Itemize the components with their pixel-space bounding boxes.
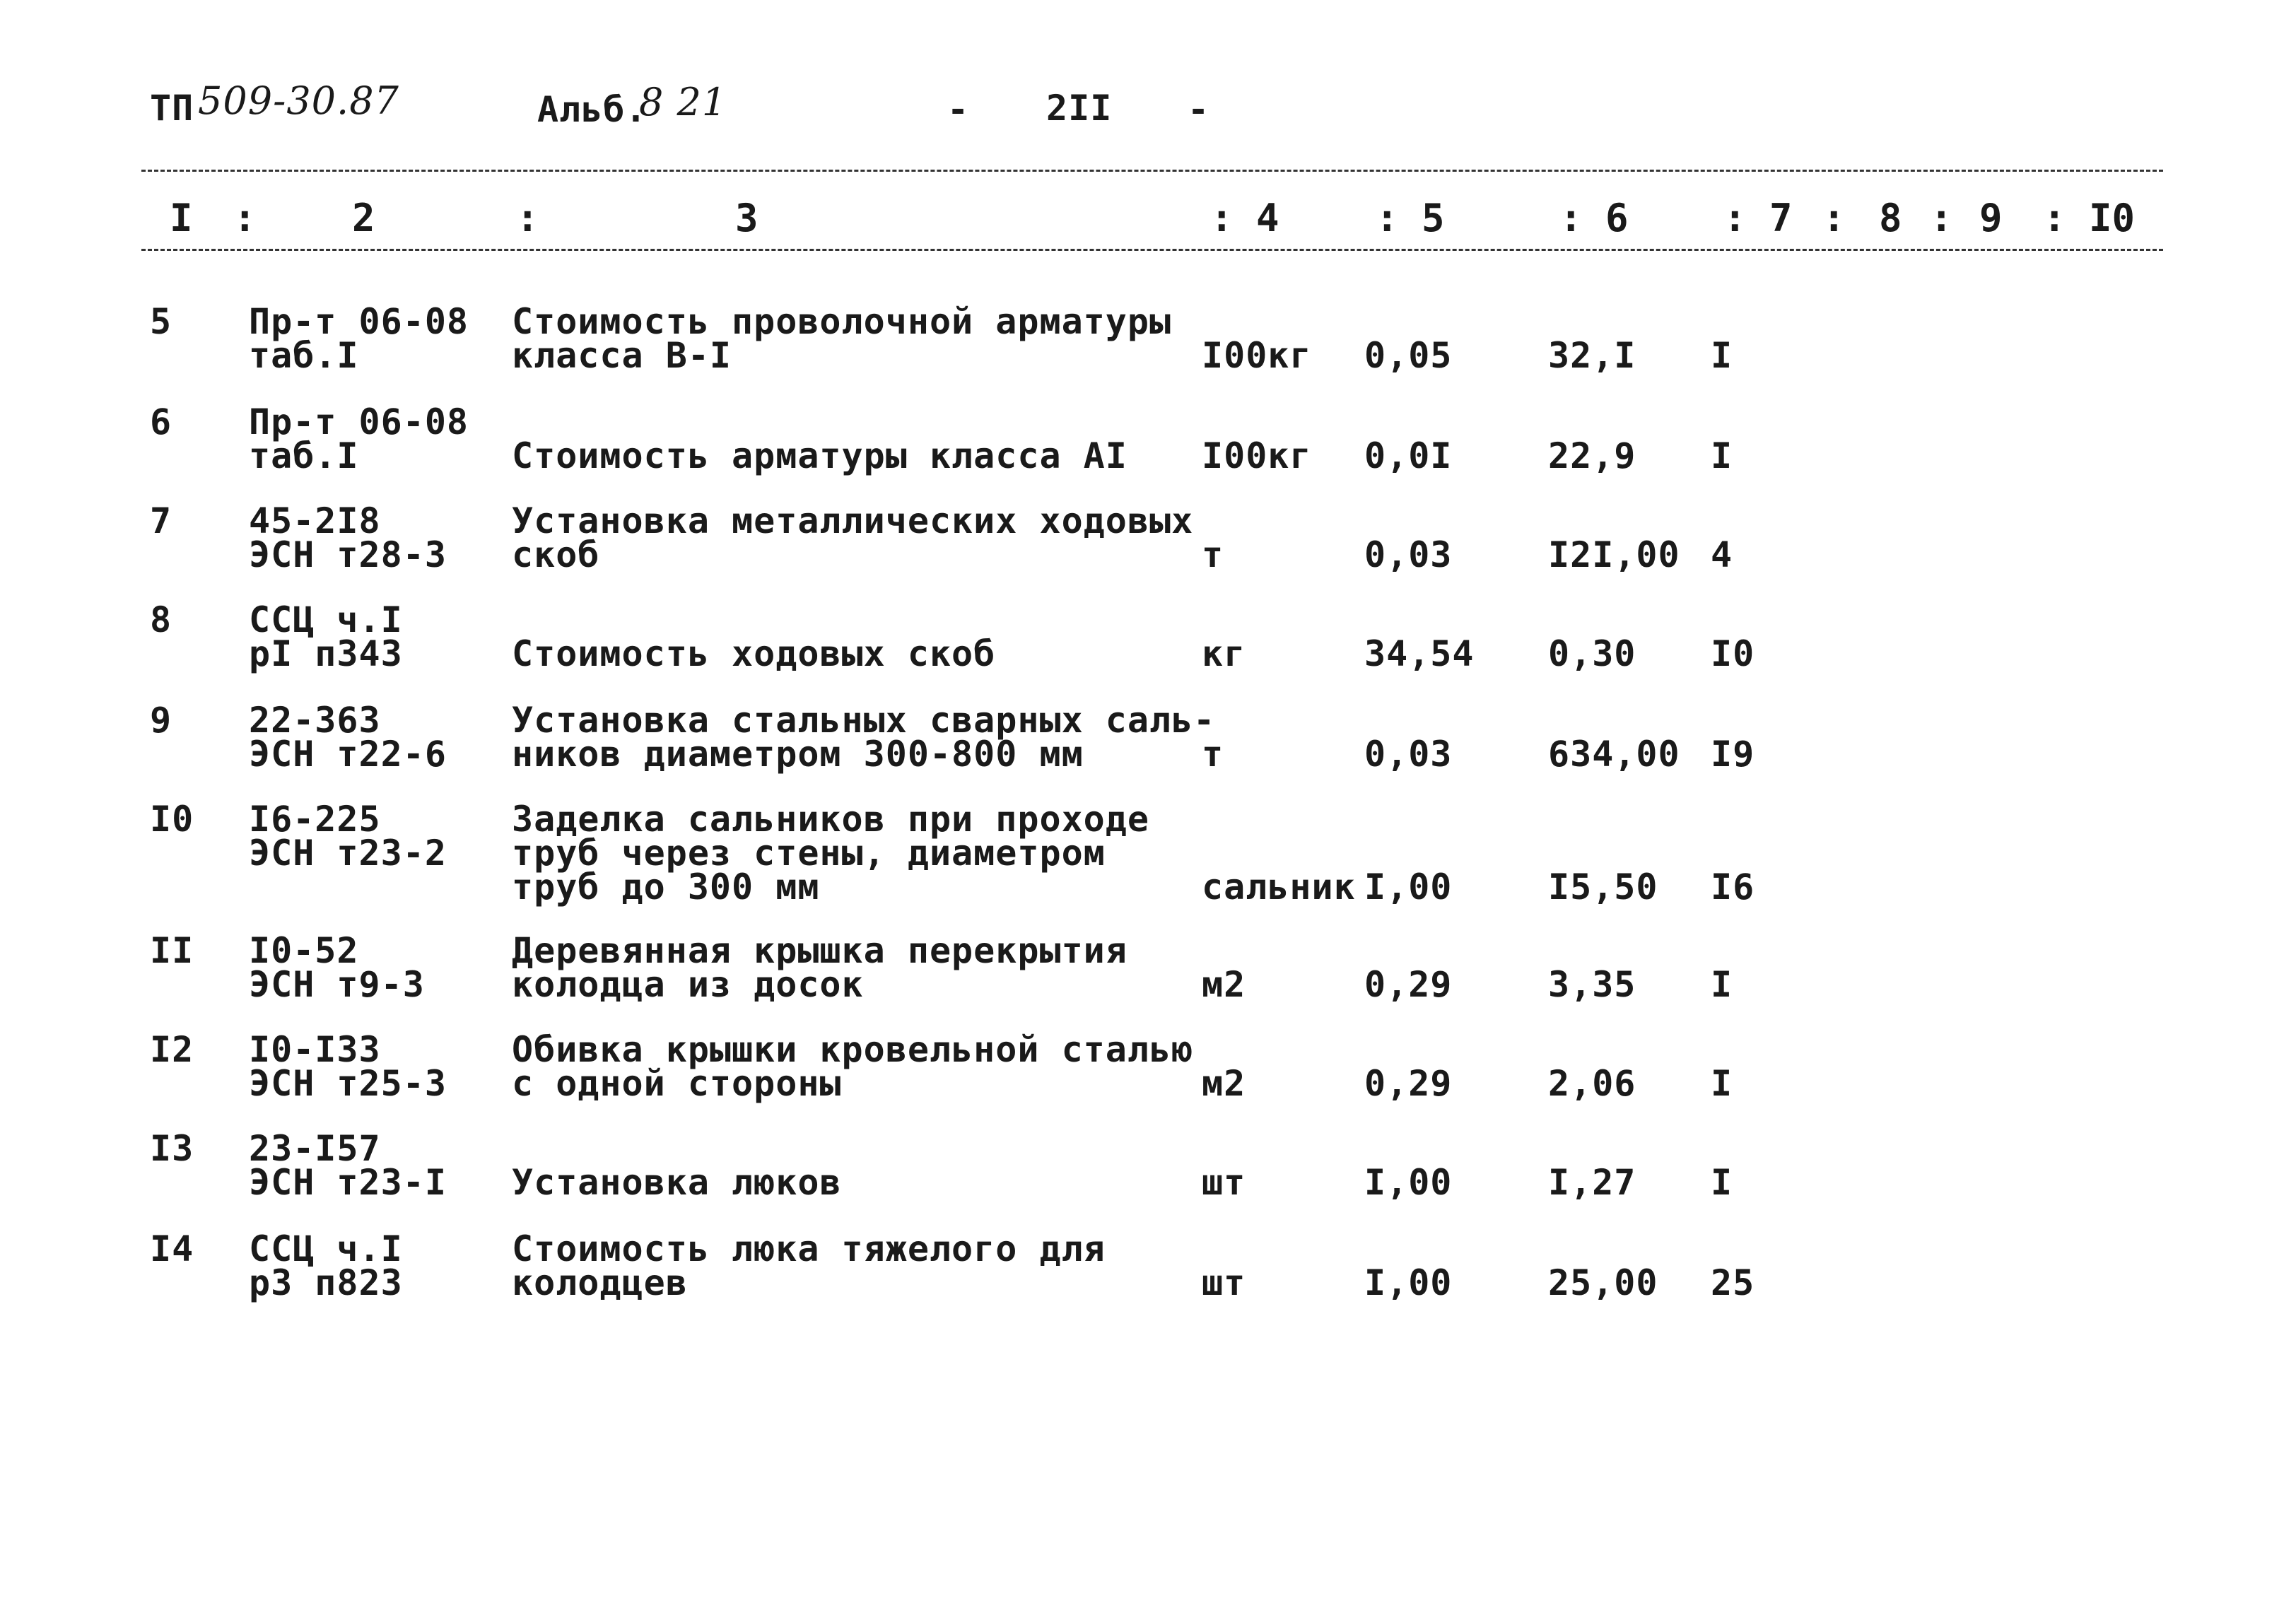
doc-prefix: ТП <box>150 88 194 129</box>
row-description-line: труб до 300 мм <box>512 867 820 908</box>
row-total: I <box>1711 1162 1733 1203</box>
row-number: II <box>150 930 194 971</box>
row-quantity: I,00 <box>1364 1262 1453 1303</box>
row-description-line: Деревянная крышка перекрытия <box>512 930 1128 971</box>
column-number: : 6 <box>1559 196 1629 240</box>
row-quantity: 0,29 <box>1364 1063 1453 1104</box>
row-description-line: Стоимость люка тяжелого для <box>512 1228 1106 1269</box>
row-price: 22,9 <box>1548 435 1636 476</box>
row-code-line: ССЦ ч.I <box>249 1228 403 1269</box>
row-description-line: Стоимость арматуры класса АI <box>512 435 1128 476</box>
column-number: : 5 <box>1376 196 1445 240</box>
column-number: : I0 <box>2043 196 2136 240</box>
column-number: I <box>170 196 193 240</box>
row-quantity: 0,03 <box>1364 734 1453 775</box>
row-code-line: таб.I <box>249 335 359 376</box>
row-code-line: ЭСН т25-3 <box>249 1063 447 1104</box>
row-price: 634,00 <box>1548 734 1680 775</box>
top-rule <box>141 170 2163 172</box>
row-unit: шт <box>1202 1162 1246 1203</box>
row-unit: м2 <box>1202 964 1246 1005</box>
dash-right: - <box>1188 89 1210 130</box>
doc-number: 509-30.87 <box>198 78 399 123</box>
row-description-line: Установка люков <box>512 1162 842 1203</box>
row-total: I0 <box>1711 633 1755 674</box>
column-separator: : <box>1930 196 1953 240</box>
column-number: : 7 <box>1723 196 1793 240</box>
row-code-line: Пр-т 06-08 <box>249 301 469 342</box>
row-code-line: I6-225 <box>249 799 381 840</box>
row-description-line: класса В-I <box>512 335 732 376</box>
row-price: 0,30 <box>1548 633 1636 674</box>
row-code-line: ЭСН т23-2 <box>249 833 447 874</box>
row-code-line: I0-52 <box>249 930 359 971</box>
row-code-line: ЭСН т9-3 <box>249 964 425 1005</box>
row-unit: м2 <box>1202 1063 1246 1104</box>
column-number: 9 <box>1979 196 2003 240</box>
row-description-line: скоб <box>512 534 600 575</box>
row-price: 32,I <box>1548 335 1636 376</box>
row-number: I4 <box>150 1228 194 1269</box>
row-quantity: 34,54 <box>1364 633 1475 674</box>
row-code-line: ЭСН т28-3 <box>249 534 447 575</box>
row-description-line: Стоимость ходовых скоб <box>512 633 996 674</box>
row-total: I9 <box>1711 734 1755 775</box>
row-price: I2I,00 <box>1548 534 1680 575</box>
row-total: I <box>1711 435 1733 476</box>
album-number: 8 21 <box>639 80 727 124</box>
row-quantity: 0,29 <box>1364 964 1453 1005</box>
row-description-line: Стоимость проволочной арматуры <box>512 301 1172 342</box>
row-total: I <box>1711 964 1733 1005</box>
column-separator: : <box>1822 196 1846 240</box>
row-quantity: I,00 <box>1364 1162 1453 1203</box>
row-quantity: 0,05 <box>1364 335 1453 376</box>
row-number: 5 <box>150 301 172 342</box>
row-total: I <box>1711 335 1733 376</box>
row-code-line: рI п343 <box>249 633 403 674</box>
row-unit: кг <box>1202 633 1246 674</box>
row-code-line: таб.I <box>249 435 359 476</box>
row-number: 9 <box>150 700 172 741</box>
row-unit: I00кг <box>1202 335 1312 376</box>
header-rule <box>141 249 2163 251</box>
row-description-line: с одной стороны <box>512 1063 842 1104</box>
row-total: I6 <box>1711 867 1755 908</box>
album-prefix: Альб. <box>537 89 648 130</box>
dash-left: - <box>947 89 970 130</box>
row-quantity: 0,03 <box>1364 534 1453 575</box>
row-number: 8 <box>150 599 172 640</box>
row-description-line: Установка стальных сварных саль- <box>512 700 1216 741</box>
row-code-line: ССЦ ч.I <box>249 599 403 640</box>
column-number: 2 <box>352 196 375 240</box>
row-description-line: колодцев <box>512 1262 688 1303</box>
row-description-line: Установка металлических ходовых <box>512 500 1194 541</box>
row-price: 25,00 <box>1548 1262 1658 1303</box>
row-code-line: Пр-т 06-08 <box>249 401 469 442</box>
row-price: I,27 <box>1548 1162 1636 1203</box>
row-code-line: 23-I57 <box>249 1128 381 1169</box>
row-price: 2,06 <box>1548 1063 1636 1104</box>
row-total: I <box>1711 1063 1733 1104</box>
row-number: I3 <box>150 1128 194 1169</box>
column-number: 8 <box>1879 196 1902 240</box>
column-number: 3 <box>735 196 758 240</box>
row-code-line: 45-2I8 <box>249 500 381 541</box>
row-code-line: ЭСН т23-I <box>249 1162 447 1203</box>
row-quantity: 0,0I <box>1364 435 1453 476</box>
row-price: 3,35 <box>1548 964 1636 1005</box>
row-unit: сальник <box>1202 867 1356 908</box>
row-number: I0 <box>150 799 194 840</box>
row-code-line: р3 п823 <box>249 1262 403 1303</box>
row-price: I5,50 <box>1548 867 1658 908</box>
row-description-line: колодца из досок <box>512 964 864 1005</box>
row-number: 7 <box>150 500 172 541</box>
column-separator: : <box>233 196 257 240</box>
row-code-line: I0-I33 <box>249 1029 381 1070</box>
page-number: 2II <box>1046 88 1113 129</box>
row-unit: т <box>1202 534 1224 575</box>
row-code-line: 22-363 <box>249 700 381 741</box>
row-number: I2 <box>150 1029 194 1070</box>
row-unit: I00кг <box>1202 435 1312 476</box>
row-code-line: ЭСН т22-6 <box>249 734 447 775</box>
row-total: 4 <box>1711 534 1733 575</box>
row-total: 25 <box>1711 1262 1755 1303</box>
row-quantity: I,00 <box>1364 867 1453 908</box>
row-unit: т <box>1202 734 1224 775</box>
row-description-line: ников диаметром 300-800 мм <box>512 734 1084 775</box>
row-description-line: Заделка сальников при проходе <box>512 799 1149 840</box>
row-description-line: Обивка крышки кровельной сталью <box>512 1029 1194 1070</box>
column-separator: : <box>516 196 539 240</box>
column-number: : 4 <box>1210 196 1279 240</box>
row-description-line: труб через стены, диаметром <box>512 833 1106 874</box>
row-number: 6 <box>150 401 172 442</box>
row-unit: шт <box>1202 1262 1246 1303</box>
